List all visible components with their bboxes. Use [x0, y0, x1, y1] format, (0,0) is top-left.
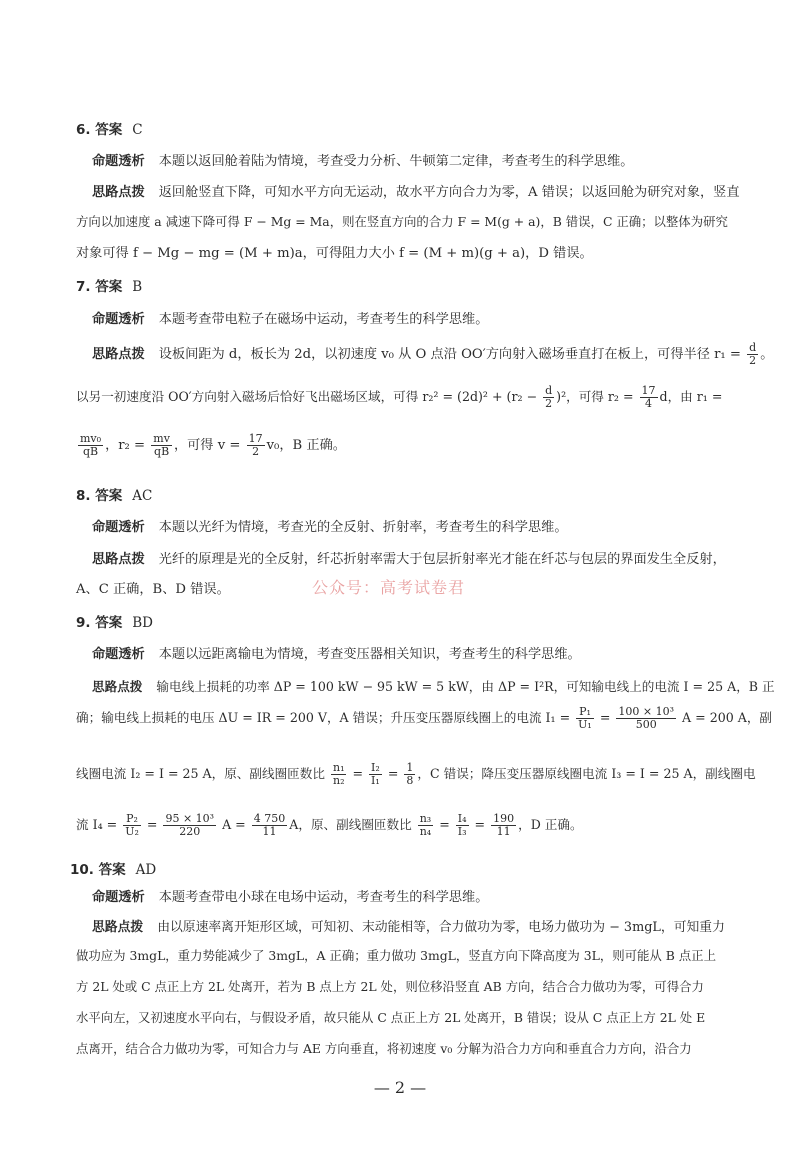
question-6-answer: C [132, 122, 143, 138]
question-6-line-3: 对象可得 f − Mg − mg = (M + m)a，可得阻力大小 f = (M + m)(g + a)，D 错误。 [76, 246, 593, 261]
question-9-answer: BD [132, 615, 153, 631]
silu-line: 确；输电线上损耗的电压 ΔU = IR = 200 V，A 错误；升压变压器原线圈上的电流 I₁ = [76, 710, 571, 726]
silu-line: A，原、副线圈匝数比 [289, 817, 412, 833]
question-9-silu [92, 676, 775, 695]
silu-line: 以另一初速度沿 OO′方向射入磁场后恰好飞出磁场区域，可得 r₂² = (2d)² + (r₂ − [76, 389, 538, 405]
silu-label: 思路点拨 [92, 920, 144, 935]
silu-line: ，C 错误；降压变压器原线圈电流 I₃ = I = 25 A，副线圈电 [417, 766, 756, 782]
fraction-n1-n2: $\frac{\text{n₁}}{\text{n₂}}$ [332, 761, 345, 788]
silu-line: 输电线上损耗的功率 ΔP = 100 kW − 95 kW = 5 kW，由 ΔP = I²R，可知输电线上的电流 I = 25 A，B 正 [156, 679, 775, 694]
question-8-silu [92, 548, 728, 567]
silu-label: 思路点拨 [92, 185, 145, 200]
question-9-line-2: 确；输电线上损耗的电压 ΔU = IR = 200 V，A 错误；升压变压器原线圈上的电流 I₁ = $\frac{\text{P₁}}{\text{U₁}}$ = $\frac{\text{100 × 10³}}{500}$ A = 200 A，副 [76, 705, 773, 732]
fraction-P2-U2: $\frac{\text{P₂}}{\text{U₂}}$ [125, 812, 139, 839]
watermark: 公众号：高考试卷君 [312, 578, 466, 597]
silu-label: 思路点拨 [92, 679, 143, 694]
question-7-tiaoxi [92, 308, 728, 327]
fraction-P1-U1-value: $\frac{\text{100 × 10³}}{500}$ [618, 705, 675, 732]
question-6-header [76, 118, 143, 138]
fraction-d-over-2b: $\frac{d}{2}$ [545, 384, 553, 411]
tiaoxi-text: 本题以光纤为情境，考查光的全反射、折射率，考查考生的科学思维。 [158, 520, 568, 535]
question-8-tiaoxi [92, 516, 728, 535]
question-8-header [76, 484, 152, 504]
question-9-header [76, 611, 153, 631]
tiaoxi-label: 命题透析 [92, 154, 145, 169]
silu-line: 返回舱竖直下降，可知水平方向无运动，故水平方向合力为零，A 错误；以返回舱为研究对象，竖直 [158, 185, 740, 200]
silu-line: 流 I₄ = [76, 817, 118, 833]
question-10-line-3: 方 2L 处或 C 点正上方 2L 处离开，若为 B 点上方 2L 处，则位移沿竖直 AB 方向，结合合力做功为零，可得合力 [76, 979, 704, 994]
question-8-answer: AC [132, 488, 153, 504]
silu-line: v₀，B 正确。 [266, 438, 346, 454]
question-10-tiaoxi [92, 886, 728, 905]
tiaoxi-label: 命题透析 [92, 312, 145, 327]
tiaoxi-label: 命题透析 [92, 890, 145, 905]
silu-line: ，D 正确。 [518, 817, 583, 833]
page-number: — 2 — [373, 1078, 427, 1097]
question-9-line-4: 流 I₄ = $\frac{\text{P₂}}{\text{U₂}}$ = $\frac{\text{95 × 10³}}{220}$ A = $\frac{4 750}{11}$ A，原、副线圈匝数比 $\frac{\text{n₃}}{\text{n₄}}$ = $\frac{\text{I₄}}{\text{I₃}}$ = $\frac{190}{11}$ ，D 正确。 [76, 812, 583, 839]
silu-line: A = 200 A，副 [682, 710, 773, 726]
question-7-number: 7. 答案 [76, 279, 123, 295]
fraction-d-over-2: $\frac{d}{2}$ [749, 341, 757, 368]
question-10-line-5: 点离开，结合合力做功为零，可知合力与 AE 方向垂直，将初速度 v₀ 分解为沿合力方向和垂直合力方向，沿合力 [76, 1041, 692, 1056]
question-10-silu [92, 916, 728, 935]
question-7-header [76, 275, 142, 295]
fraction-190-11: $\frac{190}{11}$ [493, 812, 515, 839]
fraction-P2-U2-value: $\frac{\text{95 × 10³}}{220}$ [165, 812, 215, 839]
fraction-I2-I1: $\frac{\text{I₂}}{\text{I₁}}$ [371, 761, 380, 788]
fraction-I4-I3: $\frac{\text{I₄}}{\text{I₃}}$ [457, 812, 467, 839]
question-7-line-3: $\frac{\text{mv₀}}{qB}$ ，r₂ = $\frac{mv}{qB}$ ，可得 v = $\frac{17}{2}$ v₀，B 正确。 [80, 432, 346, 459]
question-6-number: 6. 答案 [76, 122, 123, 138]
question-10-answer: AD [135, 862, 157, 878]
question-6-line-2: 方向以加速度 a 减速下降可得 F − Mg = Ma，则在竖直方向的合力 F = M(g + a)，B 错误，C 正确；以整体为研究 [76, 214, 728, 229]
question-10-header [70, 858, 156, 878]
silu-line: 设板间距为 d，板长为 2d，以初速度 v₀ 从 O 点沿 OO′方向射入磁场垂直打在板上，可得半径 r₁ = [158, 347, 741, 363]
tiaoxi-text: 本题以远距离输电为情境，考查变压器相关知识，考查考生的科学思维。 [158, 647, 581, 662]
fraction-mv-qB: $\frac{mv}{qB}$ [153, 432, 170, 459]
silu-line: 线圈电流 I₂ = I = 25 A，原、副线圈匝数比 [76, 766, 325, 782]
tiaoxi-text: 本题考查带电粒子在磁场中运动，考查考生的科学思维。 [158, 312, 489, 327]
fraction-17-over-2: $\frac{17}{2}$ [248, 432, 263, 459]
tiaoxi-text: 本题以返回舱着陆为情境，考查受力分析、牛顿第二定律，考查考生的科学思维。 [158, 154, 634, 169]
question-8-number: 8. 答案 [76, 488, 123, 504]
fraction-P1-U1: $\frac{\text{P₁}}{\text{U₁}}$ [578, 705, 592, 732]
question-9-number: 9. 答案 [76, 615, 123, 631]
question-7-silu: 思路点拨 设板间距为 d，板长为 2d，以初速度 v₀ 从 O 点沿 OO′方向射入磁场垂直打在板上，可得半径 r₁ = $\frac{d}{2}$ 。 [92, 341, 774, 368]
silu-label: 思路点拨 [92, 552, 145, 567]
silu-line: 光纤的原理是光的全反射，纤芯折射率需大于包层折射率光才能在纤芯与包层的界面发生全反射， [158, 552, 726, 567]
silu-line: 由以原速率离开矩形区域，可知初、末动能相等，合力做功为零，电场力做功为 − 3mgL，可知重力 [157, 920, 725, 935]
silu-line: ，可得 v = [173, 438, 241, 454]
question-9-line-3: 线圈电流 I₂ = I = 25 A，原、副线圈匝数比 $\frac{\text{n₁}}{\text{n₂}}$ = $\frac{\text{I₂}}{\text{I₁}}$ = $\frac{1}{8}$ ，C 错误；降压变压器原线圈电流 I₃ = I = 25 A，副线圈电 [76, 761, 756, 788]
question-10-number: 10. 答案 [70, 862, 126, 878]
question-10-line-4: 水平向左，又初速度水平向右，与假设矛盾，故只能从 C 点正上方 2L 处离开，B 错误；设从 C 点正上方 2L 处 E [76, 1010, 706, 1025]
question-9-tiaoxi [92, 643, 728, 662]
tiaoxi-label: 命题透析 [92, 520, 145, 535]
fraction-I4-value: $\frac{4 750}{11}$ [253, 812, 286, 839]
question-8-line-2: A、C 正确，B、D 错误。 [76, 582, 230, 597]
question-6-silu [92, 181, 740, 200]
fraction-17-over-4: $\frac{17}{4}$ [641, 384, 656, 411]
silu-label: 思路点拨 [92, 347, 145, 363]
fraction-one-eighth: $\frac{1}{8}$ [406, 761, 414, 788]
question-10-line-2: 做功应为 3mgL，重力势能减少了 3mgL，A 正确；重力做功 3mgL，竖直方向下降高度为 3L，则可能从 B 点正上 [76, 948, 716, 963]
tiaoxi-text: 本题考查带电小球在电场中运动，考查考生的科学思维。 [158, 890, 489, 905]
question-7-answer: B [132, 279, 143, 295]
fraction-n3-n4: $\frac{\text{n₃}}{\text{n₄}}$ [419, 812, 432, 839]
question-6-tiaoxi [92, 150, 728, 169]
question-7-line-2: 以另一初速度沿 OO′方向射入磁场后恰好飞出磁场区域，可得 r₂² = (2d)² + (r₂ − $\frac{d}{2}$ )²，可得 r₂ = $\frac{17}{4}$ d，由 r₁ = [76, 384, 723, 411]
fraction-mv0-qB: $\frac{\text{mv₀}}{qB}$ [80, 432, 102, 459]
tiaoxi-label: 命题透析 [92, 647, 145, 662]
